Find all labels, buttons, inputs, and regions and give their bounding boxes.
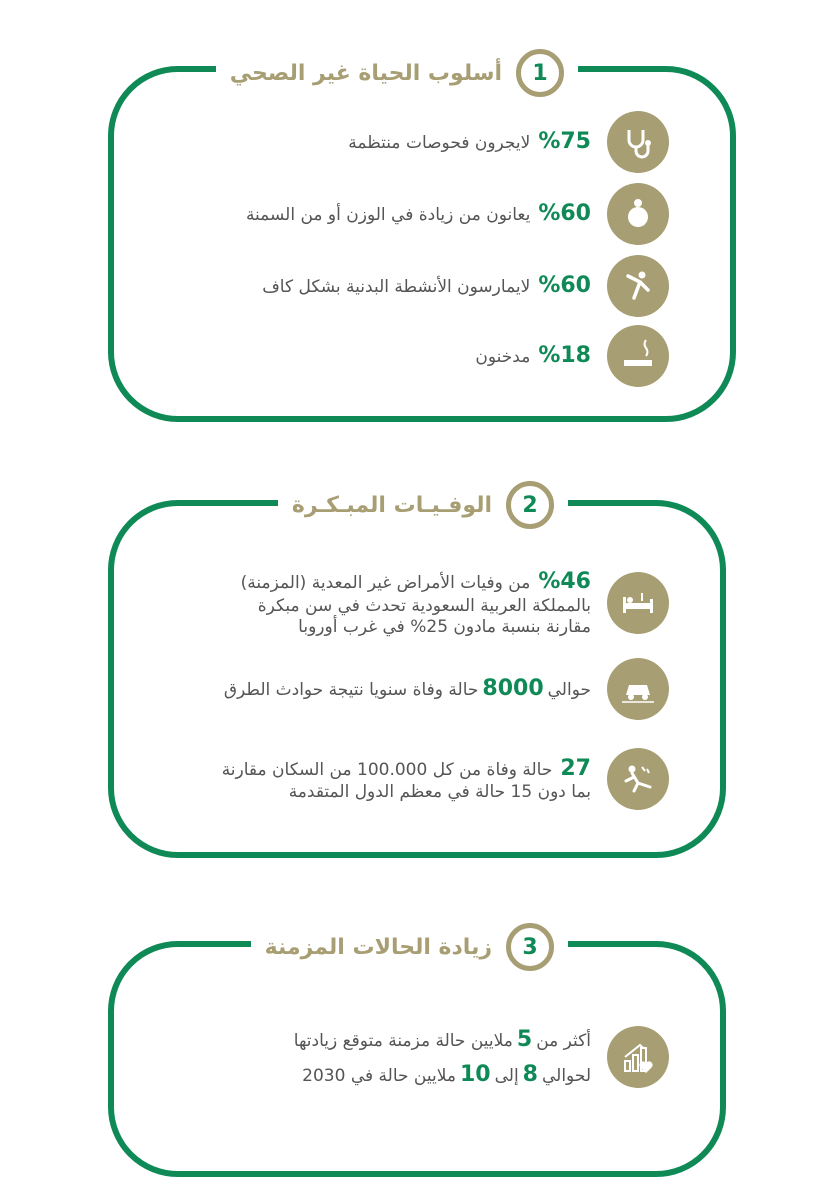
stat-text: لايجرون فحوصات منتظمة	[348, 133, 531, 154]
stat-value: %75	[538, 129, 591, 155]
lifestyle-item-smoking	[475, 325, 669, 387]
section-1-header	[216, 49, 578, 97]
stat-text-line-3: مقارنة بنسبة مادون 25% في غرب أوروبا	[298, 616, 591, 637]
deaths-item-ncd	[241, 568, 669, 638]
cigarette-icon	[607, 325, 669, 387]
section-1-number: 1	[516, 49, 564, 97]
chronic-text-1b: ملايين حالة مزمنة متوقع زيادتها	[293, 1031, 513, 1051]
stat-value: %46	[538, 569, 591, 594]
rising-chart-heart-icon	[607, 1026, 669, 1088]
stethoscope-icon	[607, 111, 669, 173]
chronic-item	[294, 1022, 669, 1092]
stat-text-line-1: من وفيات الأمراض غير المعدية (المزمنة)	[240, 573, 531, 593]
falling-person-icon	[607, 748, 669, 810]
stat-text-line-1: حالة وفاة من كل 100.000 من السكان مقارنة	[221, 759, 553, 780]
section-2-header	[278, 481, 568, 529]
stat-value: 27	[560, 755, 591, 781]
car-crash-icon	[607, 658, 669, 720]
stretching-person-icon	[607, 255, 669, 317]
obesity-icon	[607, 183, 669, 245]
section-3-title: زيادة الحالات المزمنة	[264, 934, 492, 960]
stat-text-line-2: بما دون 15 حالة في معظم الدول المتقدمة	[288, 782, 591, 803]
lifestyle-item-checkups	[348, 111, 669, 173]
stat-value: %60	[538, 273, 591, 299]
stat-value: %18	[538, 343, 591, 369]
stat-value: 8000	[482, 676, 544, 702]
stat-value: %60	[538, 201, 591, 227]
stat-text: لايمارسون الأنشطة البدنية بشكل كاف	[262, 277, 531, 298]
stat-text: حالة وفاة سنويا نتيجة حوادث الطرق	[223, 680, 479, 701]
stat-text: مدخنون	[475, 347, 531, 368]
section-2-number: 2	[506, 481, 554, 529]
deaths-item-per-capita	[222, 748, 669, 810]
deaths-item-road	[224, 658, 669, 720]
stat-text: يعانون من زيادة في الوزن أو من السمنة	[245, 205, 531, 226]
chronic-text-2c: ملايين حالة في 2030	[302, 1066, 456, 1087]
stat-prefix: حوالي	[547, 680, 591, 701]
section-2-title: الوفـيـات المبـكـرة	[291, 492, 492, 518]
chronic-text-2a: لحوالي	[541, 1066, 591, 1087]
stat-text-line-2: بالمملكة العربية السعودية تحدث في سن مبكرة	[257, 595, 591, 616]
section-3-number: 3	[506, 923, 554, 971]
chronic-text-2b: إلى	[494, 1066, 519, 1087]
chronic-value-3: 10	[459, 1062, 491, 1088]
section-1-title: أسلوب الحياة غير الصحي	[229, 60, 502, 86]
section-3-header	[251, 923, 568, 971]
chronic-value-1: 5	[516, 1027, 533, 1052]
lifestyle-item-obesity	[246, 183, 669, 245]
lifestyle-item-activity	[262, 255, 669, 317]
hospital-bed-icon	[607, 572, 669, 634]
chronic-value-2: 8	[522, 1062, 538, 1088]
chronic-text-1a: أكثر من	[536, 1031, 591, 1051]
